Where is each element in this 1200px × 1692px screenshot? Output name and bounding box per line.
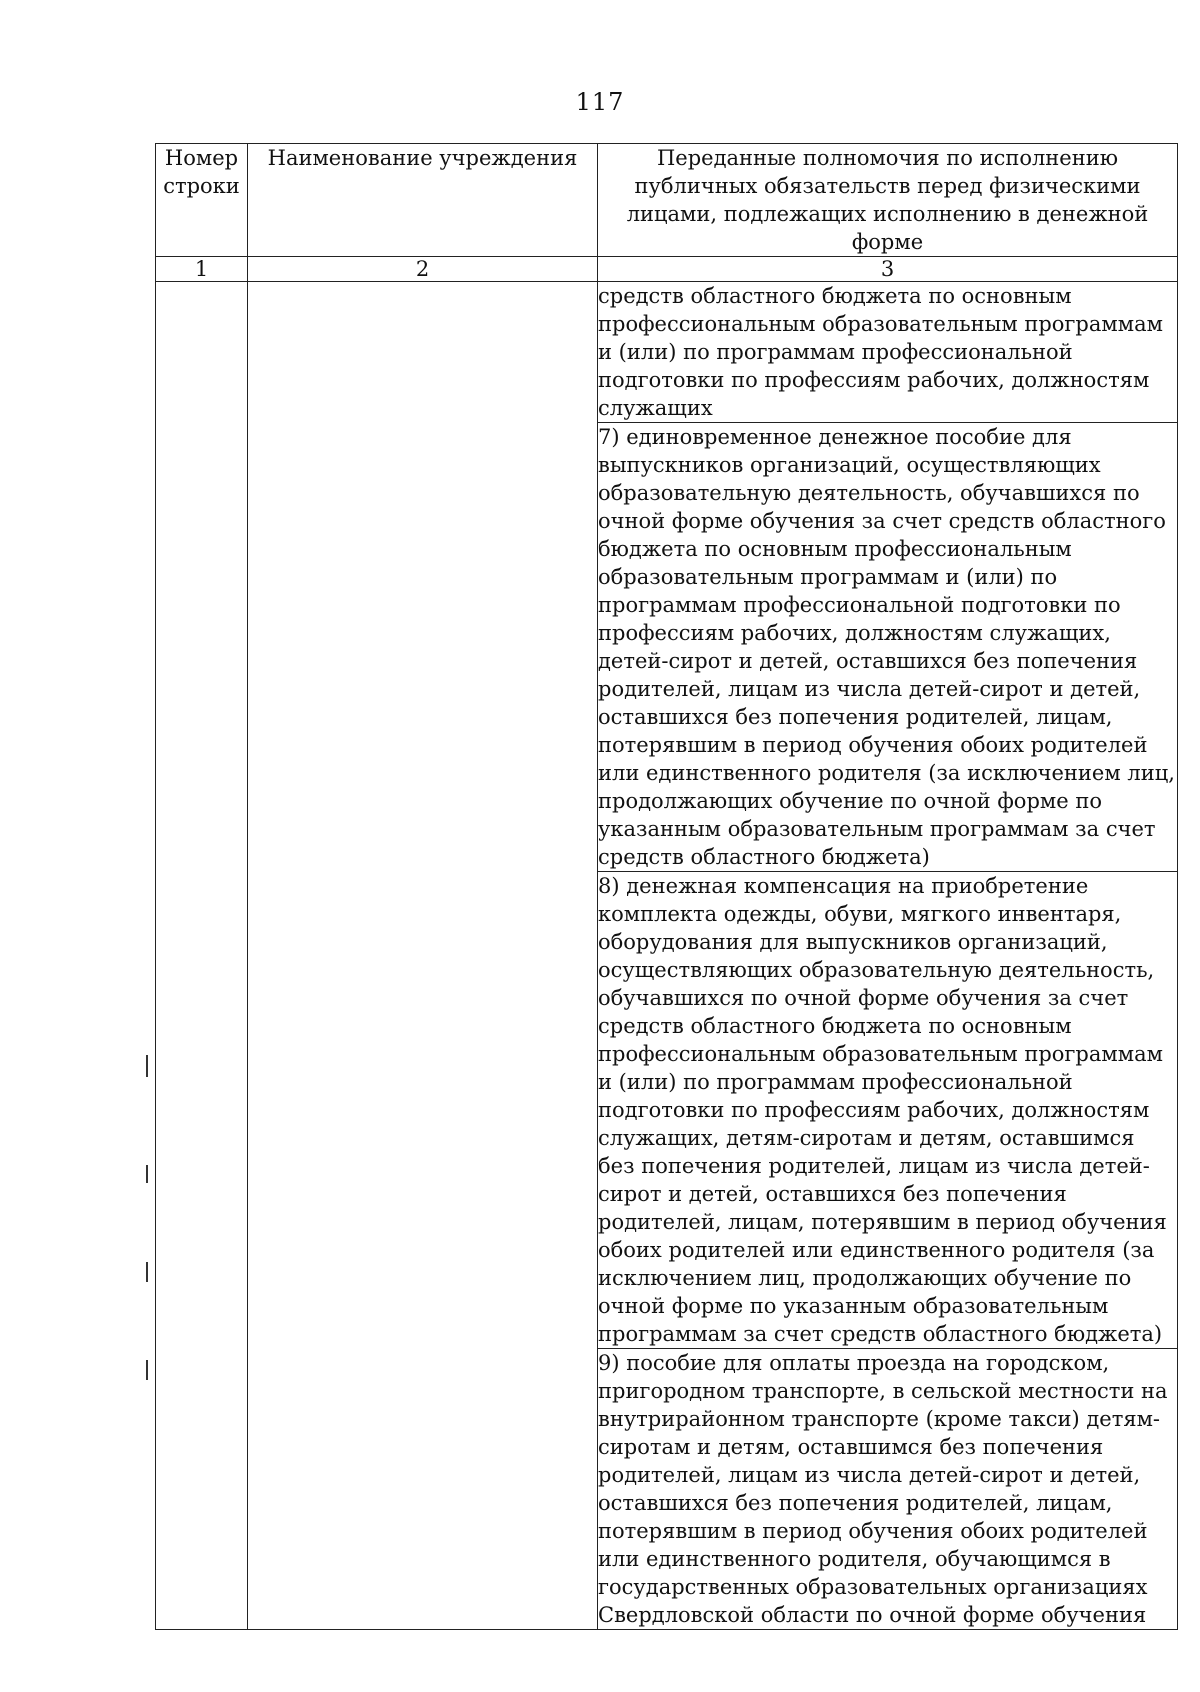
header-institution-name: Наименование учреждения <box>248 144 598 257</box>
authority-table <box>155 143 1178 1630</box>
powers-cell-item-9 <box>598 1349 1178 1630</box>
column-number-1: 1 <box>156 257 248 282</box>
column-number-row <box>156 257 1178 282</box>
scan-artifact-mark <box>146 1360 148 1380</box>
page-number: 117 <box>575 88 625 116</box>
header-delegated-powers: Переданные полномочия по исполнению публичных обязательств перед физическими лицами, подлежащих исполнению в денежной форме <box>598 144 1178 257</box>
row-number-cell <box>156 282 248 1630</box>
powers-cell-continuation <box>598 282 1178 423</box>
table-header-row <box>156 144 1178 257</box>
scan-artifact-mark <box>146 1262 148 1282</box>
column-number-3: 3 <box>598 257 1178 282</box>
header-row-number: Номер строки <box>156 144 248 257</box>
powers-text: средств областного бюджета по основным профессиональным образовательным программам и (или) по программам профессиональной подготовки по профессиям рабочих, должностям служащих <box>598 284 1163 420</box>
powers-cell-item-7 <box>598 423 1178 872</box>
column-number-2: 2 <box>248 257 598 282</box>
powers-cell-item-8 <box>598 872 1178 1349</box>
scan-artifact-mark <box>146 1055 148 1077</box>
powers-text: 7) единовременное денежное пособие для выпускников организаций, осуществляющих образовательную деятельность, обучавшихся по очной форме обучения за счет средств областного бюджета по основным профессиональным образовательным программам и (или) по программам профессиональной подготовки по профессиям рабочих, должностям служащих, детей-сирот и детей, оставшихся без попечения родителей, лицам из числа детей-сирот и детей, оставшихся без попечения родителей, лицам, потерявшим в период обучения обоих родителей или единственного родителя (за исключением лиц, продолжающих обучение по очной форме по указанным образовательным программам за счет средств областного бюджета) <box>598 425 1175 869</box>
table-row <box>156 282 1178 423</box>
scan-artifact-mark <box>146 1165 148 1183</box>
institution-name-cell <box>248 282 598 1630</box>
powers-text: 8) денежная компенсация на приобретение комплекта одежды, обуви, мягкого инвентаря, оборудования для выпускников организаций, осуществляющих образовательную деятельность, обучавшихся по очной форме обучения за счет средств областного бюджета по основным профессиональным образовательным программам и (или) по программам профессиональной подготовки по профессиям рабочих, должностям служащих, детям-сиротам и детям, оставшимся без попечения родителей, лицам из числа детей-сирот и детей, оставшихся без попечения родителей, лицам, потерявшим в период обучения обоих родителей или единственного родителя (за исключением лиц, продолжающих обучение по очной форме по указанным образовательным программам за счет средств областного бюджета) <box>598 874 1167 1346</box>
powers-text: 9) пособие для оплаты проезда на городском, пригородном транспорте, в сельской местности на внутрирайонном транспорте (кроме такси) детям-сиротам и детям, оставшимся без попечения родителей, лицам из числа детей-сирот и детей, оставшихся без попечения родителей, лицам, потерявшим в период обучения обоих родителей или единственного родителя, обучающимся в государственных образовательных организациях Свердловской области по очной форме обучения <box>598 1351 1168 1627</box>
